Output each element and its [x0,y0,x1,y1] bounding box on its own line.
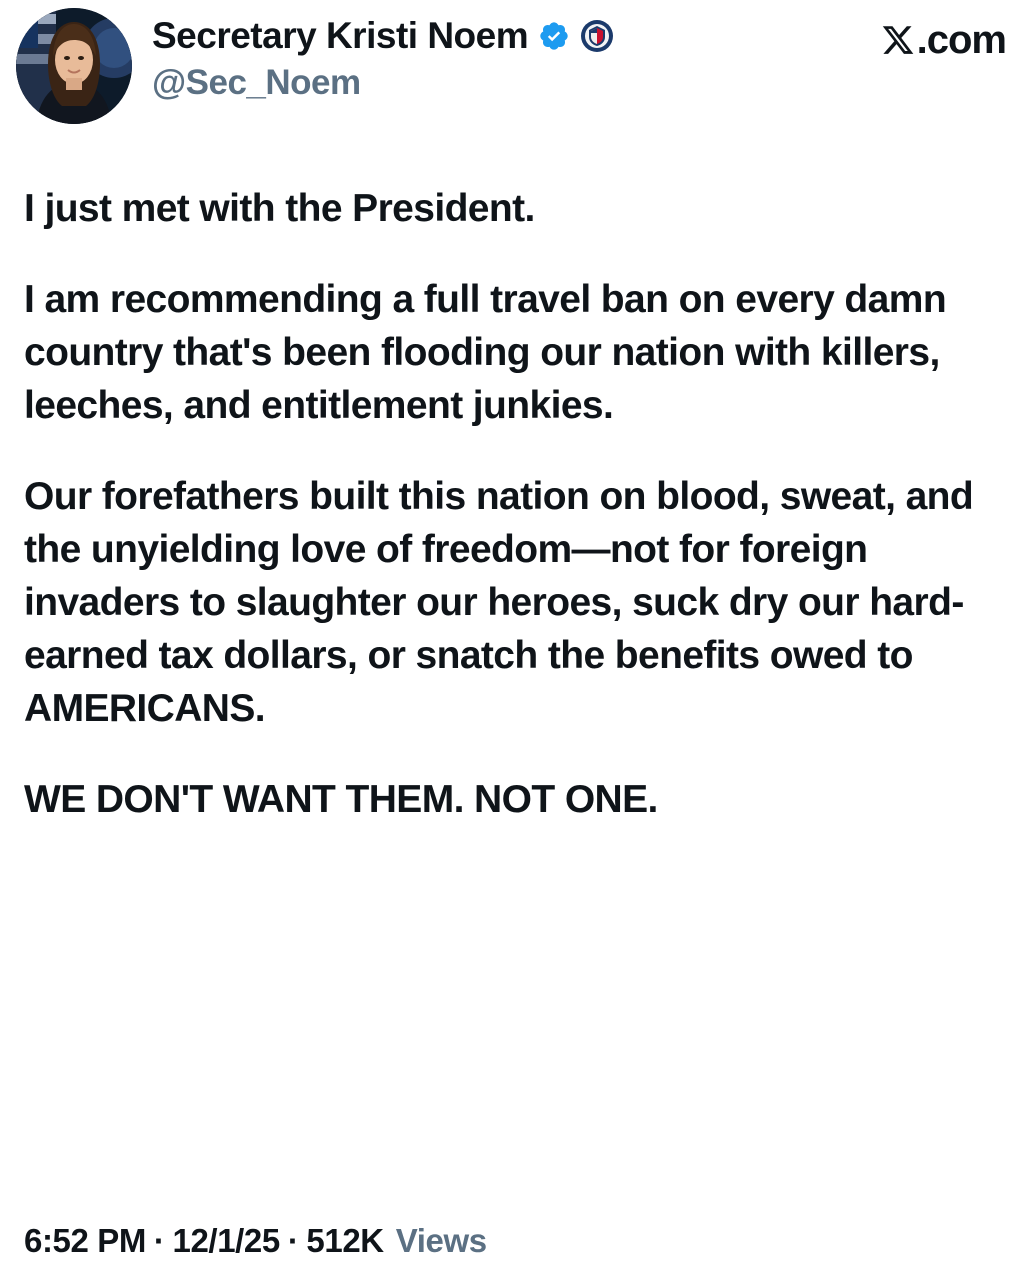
post-time: 6:52 PM [24,1222,146,1259]
metadata-separator-1: · [153,1222,165,1259]
tweet-paragraph-3: Our forefathers built this nation on blood, sweat, and the unyielding love of freedom—not for foreign invaders to slaughter our heroes, suck dry our hard-earned tax dollars, or snatch the benefits owed to AMERICANS. [24,475,974,731]
user-handle[interactable]: @Sec_Noem [152,62,361,102]
dhs-seal-icon[interactable] [580,19,614,53]
tweet-header [24,0,1006,120]
views-label: Views [395,1222,487,1259]
brand-label: .com [916,18,1006,62]
identity-block [152,8,869,103]
metadata-separator-2: · [287,1222,299,1259]
tweet-paragraph-2: I am recommending a full travel ban on every damn country that's been flooding our nation with killers, leeches, and entitlement junkies. [24,278,947,428]
name-row [152,16,869,57]
post-date: 12/1/25 [172,1222,280,1259]
tweet-text [24,182,1006,826]
profile-avatar-image [16,8,132,124]
x-logo-icon [881,22,915,56]
views-count: 512K [306,1222,384,1259]
tweet-paragraph-4: WE DON'T WANT THEM. NOT ONE. [24,778,658,822]
tweet-metadata [24,1222,1006,1260]
x-com-brand [881,8,1006,63]
avatar[interactable] [16,8,132,124]
display-name: Secretary Kristi Noem [152,15,529,56]
tweet-paragraph-1: I just met with the President. [24,187,535,230]
verified-check-icon [538,20,570,52]
